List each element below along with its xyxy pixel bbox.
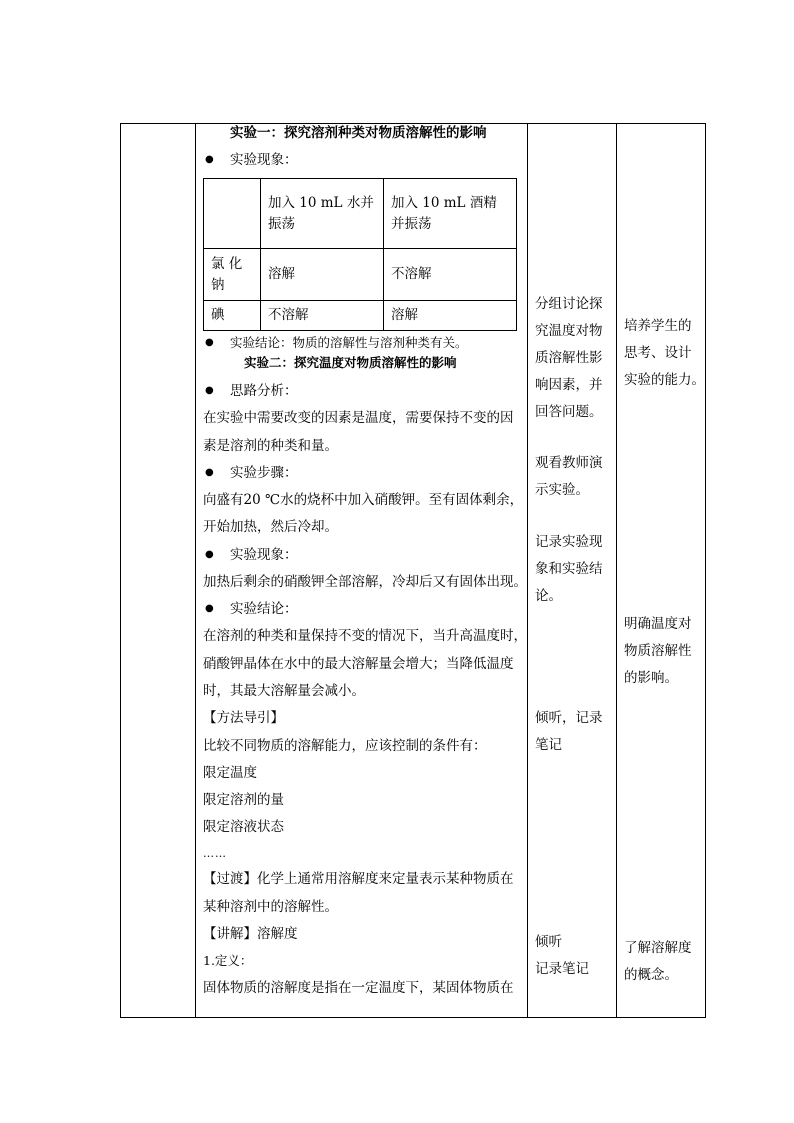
intent-1 bbox=[624, 313, 705, 394]
conclusion-line: 在溶剂的种类和量保持不变的情况下，当升高温度时， bbox=[203, 628, 527, 644]
student-line: 质溶解性影 bbox=[535, 350, 603, 366]
intent-line: 了解溶解度 bbox=[624, 940, 692, 956]
table-header-cell bbox=[204, 179, 261, 249]
column-divider-2 bbox=[527, 123, 528, 1017]
student-line: 观看教师演 bbox=[535, 455, 603, 471]
intent-line: 实验的能力。 bbox=[624, 372, 705, 388]
student-line: 示实验。 bbox=[535, 482, 589, 498]
phenomenon-line: 加热后剩余的硝酸钾全部溶解，冷却后又有固体出现。 bbox=[203, 574, 527, 590]
transition-line: 某种溶剂中的溶解性。 bbox=[203, 899, 338, 915]
intent-line: 思考、设计 bbox=[624, 345, 692, 361]
header-water: 加入 10 mL 水并振荡 bbox=[268, 194, 374, 232]
bullet-icon: ● bbox=[205, 337, 214, 348]
analysis-line: 在实验中需要改变的因素是温度，需要保持不变的因 bbox=[203, 410, 514, 426]
table-row bbox=[204, 179, 517, 249]
method-item: 限定溶剂的量 bbox=[203, 792, 284, 808]
experiment2-title: 实验二：探究温度对物质溶解性的影响 bbox=[244, 355, 457, 370]
method-ellipsis: …… bbox=[203, 847, 227, 860]
intent-line: 明确温度对 bbox=[624, 616, 692, 632]
intent-line: 的影响。 bbox=[624, 670, 678, 686]
intent-line: 的概念。 bbox=[624, 967, 678, 983]
definition-label: 1.定义： bbox=[203, 953, 253, 968]
phenomenon-label: 实验现象： bbox=[230, 547, 298, 563]
intent-line: 培养学生的 bbox=[624, 318, 692, 334]
experiment1-conclusion: 实验结论：物质的溶解性与溶剂种类有关。 bbox=[230, 335, 468, 350]
student-line: 记录笔记 bbox=[535, 961, 589, 977]
table-cell: 碘 bbox=[204, 301, 261, 331]
method-heading: 【方法导引】 bbox=[203, 710, 284, 726]
bullet-icon: ● bbox=[205, 467, 214, 478]
bullet-icon: ● bbox=[205, 154, 214, 165]
table-cell: 不溶解 bbox=[384, 249, 517, 301]
definition-line: 固体物质的溶解度是指在一定温度下，某固体物质在 bbox=[203, 980, 514, 996]
analysis-line: 素是溶剂的种类和量。 bbox=[203, 438, 338, 454]
table-cell: 不溶解 bbox=[261, 301, 384, 331]
table-header-cell bbox=[384, 179, 517, 249]
conclusion-line: 硝酸钾晶体在水中的最大溶解量会增大；当降低温度 bbox=[203, 656, 514, 672]
conclusion-line: 时，其最大溶解量会减小。 bbox=[203, 683, 365, 699]
table-cell: 氯 化钠 bbox=[204, 249, 261, 301]
student-line: 论。 bbox=[535, 588, 562, 604]
student-line: 究温度对物 bbox=[535, 323, 603, 339]
student-line: 记录实验现 bbox=[535, 534, 603, 550]
experiment1-phenomenon-label: 实验现象： bbox=[230, 152, 298, 168]
bullet-icon: ● bbox=[205, 385, 214, 396]
student-activity-4 bbox=[535, 705, 603, 759]
student-line: 倾听 bbox=[535, 934, 562, 950]
table-header-cell bbox=[261, 179, 384, 249]
student-activity-1 bbox=[535, 291, 603, 426]
student-line: 倾听，记录 bbox=[535, 710, 603, 726]
table-row bbox=[204, 249, 517, 301]
intent-2 bbox=[624, 611, 692, 692]
steps-line: 开始加热，然后冷却。 bbox=[203, 519, 338, 535]
student-line: 响因素，并 bbox=[535, 377, 603, 393]
header-alcohol: 加入 10 mL 酒精并振荡 bbox=[391, 194, 497, 232]
intent-line: 物质溶解性 bbox=[624, 643, 692, 659]
experiment1-title: 实验一：探究溶剂种类对物质溶解性的影响 bbox=[230, 125, 487, 141]
student-line: 回答问题。 bbox=[535, 404, 603, 420]
method-item: 限定温度 bbox=[203, 765, 257, 781]
steps-label: 实验步骤： bbox=[230, 465, 298, 481]
analysis-label: 思路分析： bbox=[230, 383, 298, 399]
student-line: 笔记 bbox=[535, 737, 562, 753]
method-intro: 比较不同物质的溶解能力，应该控制的条件有： bbox=[203, 738, 487, 754]
explain-line: 【讲解】溶解度 bbox=[203, 926, 298, 942]
method-item: 限定溶液状态 bbox=[203, 819, 284, 835]
transition-line: 【过渡】化学上通常用溶解度来定量表示某种物质在 bbox=[203, 871, 514, 887]
student-activity-2 bbox=[535, 450, 603, 504]
student-line: 象和实验结 bbox=[535, 561, 603, 577]
intent-3 bbox=[624, 935, 692, 989]
column-divider-3 bbox=[616, 123, 617, 1017]
table-row bbox=[204, 301, 517, 331]
student-activity-5 bbox=[535, 929, 589, 983]
bullet-icon: ● bbox=[205, 603, 214, 614]
table-cell: 溶解 bbox=[261, 249, 384, 301]
experiment1-table bbox=[203, 178, 517, 331]
student-activity-3 bbox=[535, 529, 603, 610]
conclusion-label: 实验结论： bbox=[230, 601, 298, 617]
column-divider-1 bbox=[195, 123, 196, 1017]
steps-line: 向盛有20 ℃水的烧杯中加入硝酸钾。至有固体剩余， bbox=[203, 492, 524, 508]
student-line: 分组讨论探 bbox=[535, 296, 603, 312]
table-cell: 溶解 bbox=[384, 301, 517, 331]
bullet-icon: ● bbox=[205, 549, 214, 560]
